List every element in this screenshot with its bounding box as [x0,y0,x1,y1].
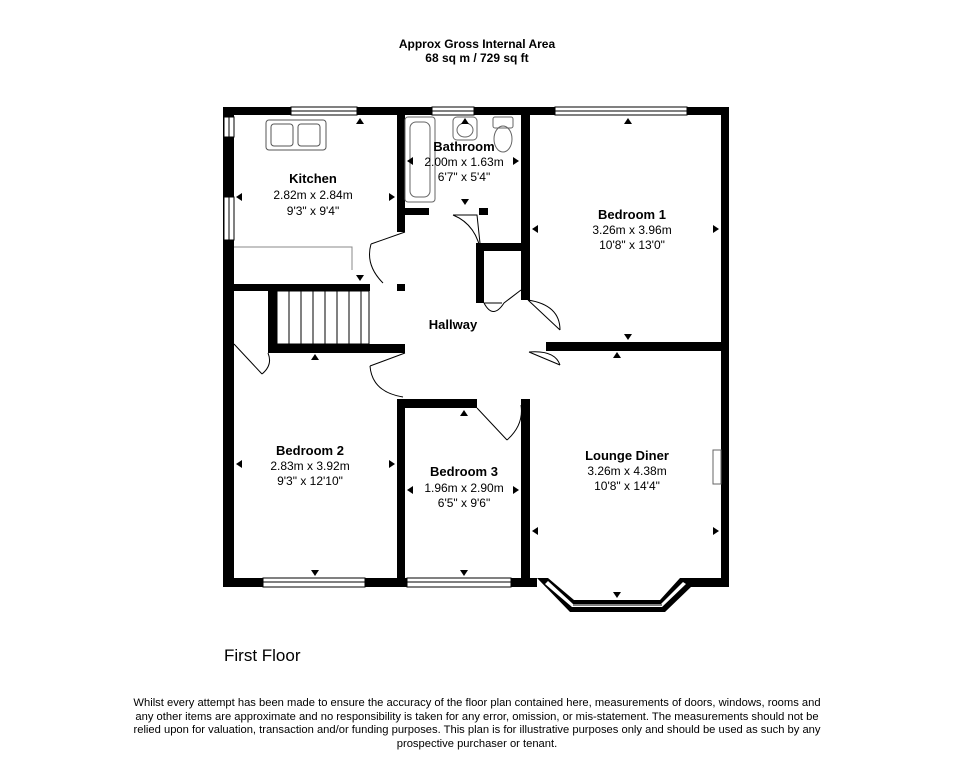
bathroom-name: Bathroom [433,139,495,154]
bay-window [537,578,692,612]
fireplace-icon [713,450,721,484]
bedroom1-name: Bedroom 1 [598,207,666,222]
room-labels [270,139,671,510]
bedroom2-name: Bedroom 2 [276,443,344,458]
kitchen-metric: 2.82m x 2.84m [273,188,353,202]
bedroom2-imperial: 9'3" x 12'10" [277,474,343,488]
bedroom1-imperial: 10'8" x 13'0" [599,238,665,252]
lounge-imperial: 10'8" x 14'4" [594,479,660,493]
bathroom-imperial: 6'7" x 5'4" [437,170,491,184]
bedroom3-imperial: 6'5" x 9'6" [437,496,491,510]
kitchen-name: Kitchen [289,171,337,186]
bedroom2-metric: 2.83m x 3.92m [270,459,350,473]
lounge-metric: 3.26m x 4.38m [587,464,667,478]
area-title: Approx Gross Internal Area [398,37,556,51]
stairs [277,291,369,344]
bedroom3-name: Bedroom 3 [430,464,498,479]
hallway-name: Hallway [428,317,478,332]
disclaimer: Whilst every attempt has been made to ensure the accuracy of the floor plan contained here, measurements of doors, windows, rooms and any other items are approximate and no responsibility is taken for any error, omission, or mis-statement. The measurements should not be relied upon for valuation, transaction and/or funding purposes. This plan is for illustrative purposes only and should be used as such by any prospective purchaser or tenant. [133,697,821,750]
bedroom1-metric: 3.26m x 3.96m [592,223,672,237]
bathroom-metric: 2.00m x 1.63m [424,155,504,169]
bedroom3-metric: 1.96m x 2.90m [424,481,504,495]
lounge-name: Lounge Diner [585,448,669,463]
area-value: 68 sq m / 729 sq ft [425,51,529,65]
floor-label: First Floor [224,646,301,665]
kitchen-imperial: 9'3" x 9'4" [286,204,340,218]
